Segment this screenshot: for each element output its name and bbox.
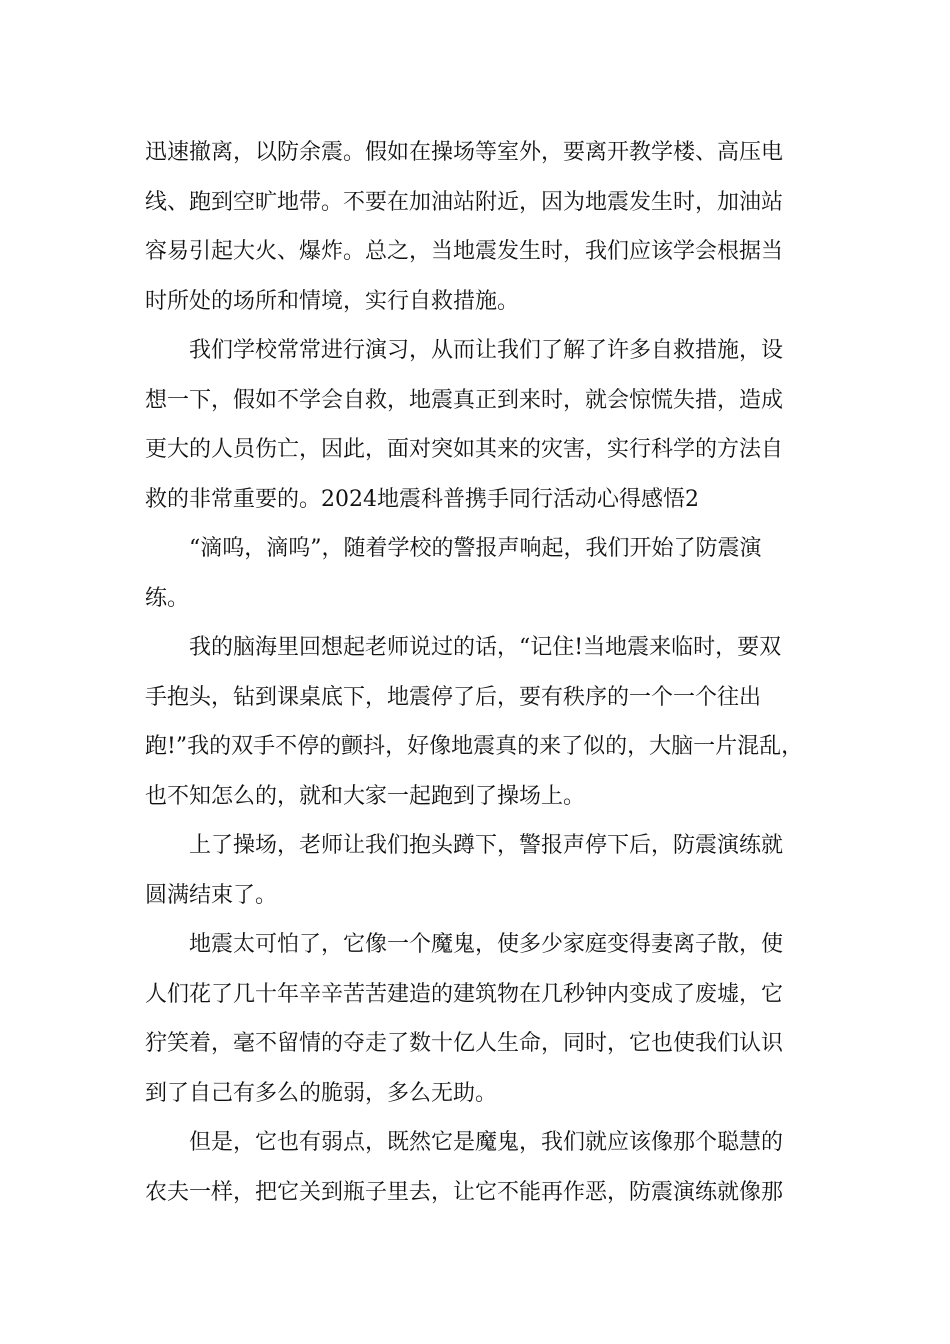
text-line: 也不知怎么的，就和大家一起跑到了操场上。 [145, 783, 586, 809]
text-line: 时所处的场所和情境，实行自救措施。 [145, 288, 520, 314]
text-line: 更大的人员伤亡，因此，面对突如其来的灾害，实行科学的方法自 [145, 437, 784, 462]
body-text [145, 128, 825, 1217]
text-line: 练。 [145, 585, 190, 611]
text-line: 救的非常重要的。2024地震科普携手同行活动心得感悟2 [145, 486, 699, 512]
text-line: “滴呜，滴呜”，随着学校的警报声响起，我们开始了防震演 [145, 536, 762, 561]
text-line: 手抱头，钻到课桌底下，地震停了后，要有秩序的一个一个往出 [145, 684, 762, 710]
text-line: 人们花了几十年辛辛苦苦建造的建筑物在几秒钟内变成了废墟，它 [145, 981, 784, 1007]
text-line: 到了自己有多么的脆弱，多么无助。 [145, 1080, 498, 1106]
text-line: 农夫一样，把它关到瓶子里去，让它不能再作恶，防震演练就像那 [145, 1179, 784, 1205]
text-line: 地震太可怕了，它像一个魔鬼，使多少家庭变得妻离子散，使 [145, 932, 784, 957]
text-line: 迅速撤离，以防余震。假如在操场等室外，要离开教学楼、高压电 [145, 140, 784, 165]
text-line: 线、跑到空旷地带。不要在加油站附近，因为地震发生时，加油站 [145, 189, 784, 215]
text-line: 圆满结束了。 [145, 882, 278, 908]
text-line: 跑!”我的双手不停的颤抖，好像地震真的来了似的，大脑一片混乱， [145, 734, 804, 759]
text-line: 上了操场，老师让我们抱头蹲下，警报声停下后，防震演练就 [145, 833, 784, 858]
text-line: 想一下，假如不学会自救，地震真正到来时，就会惊慌失措，造成 [145, 387, 784, 413]
text-line: 但是，它也有弱点，既然它是魔鬼，我们就应该像那个聪慧的 [145, 1130, 784, 1155]
text-line: 我们学校常常进行演习，从而让我们了解了许多自救措施，设 [145, 338, 784, 363]
text-line: 狞笑着，毫不留情的夺走了数十亿人生命，同时，它也使我们认识 [145, 1031, 784, 1056]
text-line: 容易引起大火、爆炸。总之，当地震发生时，我们应该学会根据当 [145, 239, 784, 264]
text-line: 我的脑海里回想起老师说过的话，“记住!当地震来临时，要双 [145, 635, 782, 660]
